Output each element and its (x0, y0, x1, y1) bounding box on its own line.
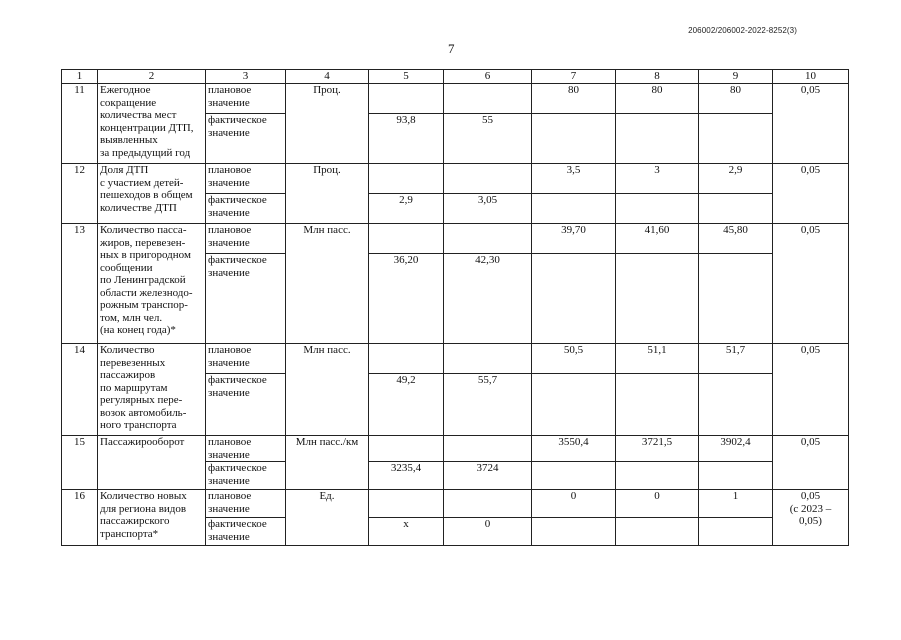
weight-coefficient: 0,05 (773, 344, 849, 436)
fact-value (532, 462, 616, 490)
plan-value (369, 164, 444, 194)
header-cell: 10 (773, 70, 849, 84)
header-cell: 3 (206, 70, 286, 84)
header-cell: 4 (286, 70, 369, 84)
plan-value: 0 (616, 490, 699, 518)
fact-value (616, 194, 699, 224)
plan-value: 45,80 (699, 224, 773, 254)
weight-coefficient: 0,05 (с 2023 – 0,05) (773, 490, 849, 546)
header-cell: 2 (98, 70, 206, 84)
fact-value (616, 254, 699, 344)
plan-value: 50,5 (532, 344, 616, 374)
unit-of-measure: Ед. (286, 490, 369, 546)
plan-value (369, 224, 444, 254)
page-number: 7 (448, 41, 455, 56)
weight-coefficient: 0,05 (773, 224, 849, 344)
plan-value (444, 224, 532, 254)
fact-value: 55,7 (444, 374, 532, 436)
plan-value (369, 436, 444, 462)
plan-value: 2,9 (699, 164, 773, 194)
fact-value (616, 462, 699, 490)
plan-value (369, 490, 444, 518)
plan-value: 80 (532, 84, 616, 114)
table-row-plan (62, 84, 849, 114)
fact-value: 2,9 (369, 194, 444, 224)
plan-value: 51,1 (616, 344, 699, 374)
fact-value (616, 374, 699, 436)
plan-value: 3550,4 (532, 436, 616, 462)
header-cell: 1 (62, 70, 98, 84)
row-number: 11 (62, 84, 98, 164)
fact-value (532, 194, 616, 224)
fact-value (699, 374, 773, 436)
fact-value: 3235,4 (369, 462, 444, 490)
fact-value (532, 518, 616, 546)
header-cell: 6 (444, 70, 532, 84)
unit-of-measure: Млн пасс. (286, 344, 369, 436)
table-row-plan (62, 436, 849, 462)
value-type-plan: плановое значение (206, 490, 286, 518)
fact-value (699, 114, 773, 164)
header-cell: 7 (532, 70, 616, 84)
fact-value: 93,8 (369, 114, 444, 164)
fact-value: 3724 (444, 462, 532, 490)
value-type-fact: фактическое значение (206, 194, 286, 224)
document-number: 206002/206002-2022-8252(3) (688, 26, 797, 35)
plan-value: 39,70 (532, 224, 616, 254)
plan-value: 1 (699, 490, 773, 518)
plan-value: 80 (616, 84, 699, 114)
value-type-plan: плановое значение (206, 224, 286, 254)
header-cell: 9 (699, 70, 773, 84)
plan-value: 3,5 (532, 164, 616, 194)
fact-value (699, 518, 773, 546)
unit-of-measure: Млн пасс./км (286, 436, 369, 490)
table-body (62, 70, 849, 546)
table-row-plan (62, 224, 849, 254)
plan-value: 0 (532, 490, 616, 518)
fact-value: 36,20 (369, 254, 444, 344)
weight-coefficient: 0,05 (773, 436, 849, 490)
fact-value (699, 254, 773, 344)
plan-value (444, 344, 532, 374)
indicator-name: Пассажирооборот (98, 436, 206, 490)
value-type-fact: фактическое значение (206, 462, 286, 490)
fact-value (616, 114, 699, 164)
row-number: 16 (62, 490, 98, 546)
unit-of-measure: Проц. (286, 84, 369, 164)
table-row-plan (62, 490, 849, 518)
fact-value: 42,30 (444, 254, 532, 344)
table-row-plan (62, 344, 849, 374)
plan-value (369, 344, 444, 374)
plan-value: 3 (616, 164, 699, 194)
header-cell: 8 (616, 70, 699, 84)
value-type-fact: фактическое значение (206, 374, 286, 436)
row-number: 15 (62, 436, 98, 490)
fact-value: х (369, 518, 444, 546)
value-type-plan: плановое значение (206, 344, 286, 374)
plan-value: 51,7 (699, 344, 773, 374)
table-row-plan (62, 164, 849, 194)
fact-value (532, 114, 616, 164)
indicator-name: Доля ДТП с участием детей- пешеходов в общем количестве ДТП (98, 164, 206, 224)
fact-value: 3,05 (444, 194, 532, 224)
value-type-plan: плановое значение (206, 84, 286, 114)
plan-value (444, 164, 532, 194)
row-number: 13 (62, 224, 98, 344)
plan-value (444, 436, 532, 462)
value-type-fact: фактическое значение (206, 254, 286, 344)
header-row (62, 70, 849, 84)
weight-coefficient: 0,05 (773, 164, 849, 224)
fact-value (699, 194, 773, 224)
fact-value (532, 374, 616, 436)
value-type-fact: фактическое значение (206, 114, 286, 164)
fact-value (616, 518, 699, 546)
value-type-plan: плановое значение (206, 164, 286, 194)
fact-value (699, 462, 773, 490)
header-cell: 5 (369, 70, 444, 84)
indicator-name: Количество новых для региона видов пассажирского транспорта* (98, 490, 206, 546)
fact-value (532, 254, 616, 344)
plan-value: 3721,5 (616, 436, 699, 462)
plan-value: 3902,4 (699, 436, 773, 462)
plan-value (444, 490, 532, 518)
fact-value: 49,2 (369, 374, 444, 436)
indicator-name: Ежегодное сокращение количества мест концентрации ДТП, выявленных за предыдущий год (98, 84, 206, 164)
fact-value: 55 (444, 114, 532, 164)
plan-value (444, 84, 532, 114)
row-number: 12 (62, 164, 98, 224)
plan-value: 41,60 (616, 224, 699, 254)
plan-value (369, 84, 444, 114)
weight-coefficient: 0,05 (773, 84, 849, 164)
indicator-name: Количество перевезенных пассажиров по маршрутам регулярных пере- возок автомобиль- ного транспорта (98, 344, 206, 436)
indicators-table (61, 69, 849, 546)
unit-of-measure: Проц. (286, 164, 369, 224)
plan-value: 80 (699, 84, 773, 114)
fact-value: 0 (444, 518, 532, 546)
unit-of-measure: Млн пасс. (286, 224, 369, 344)
value-type-plan: плановое значение (206, 436, 286, 462)
value-type-fact: фактическое значение (206, 518, 286, 546)
indicator-name: Количество пасса- жиров, перевезен- ных в пригородном сообщении по Ленинградской области железнодо- рожным транспор- том, млн чел. (на конец года)* (98, 224, 206, 344)
row-number: 14 (62, 344, 98, 436)
